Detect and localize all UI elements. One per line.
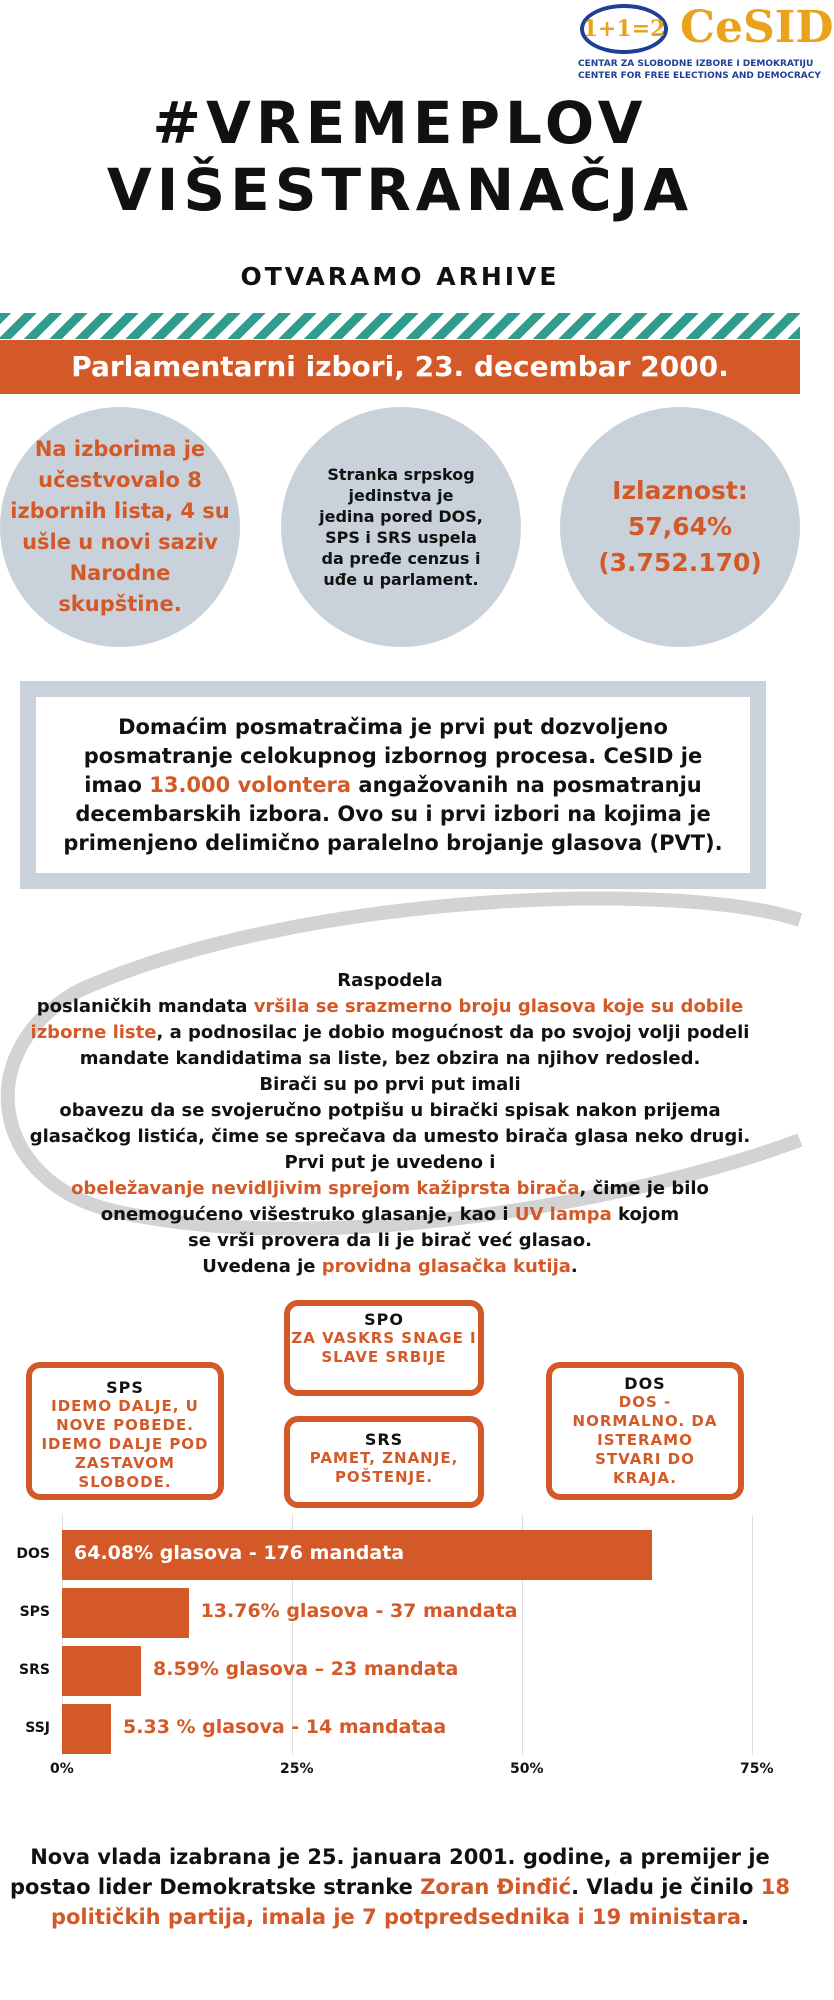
slogan-dos — [546, 1362, 744, 1500]
rules-text — [10, 968, 770, 1280]
footer-government: 18 političkih partija, imala je 7 potpredsednika i 19 ministara — [50, 1875, 790, 1929]
circle-lists — [0, 407, 240, 647]
chart-tick-label: 75% — [740, 1761, 774, 1777]
footer-text — [0, 1842, 800, 1932]
footer-text-3: . — [741, 1905, 750, 1929]
chart-category-label: SSJ — [25, 1720, 50, 1736]
rules-p1-a: poslaničkih mandata — [36, 996, 254, 1017]
page-title-line-2: VIŠESTRANAČJA — [106, 156, 694, 224]
observers-box — [20, 681, 766, 889]
page-title-line-1: #VREMEPLOV — [152, 89, 648, 157]
chart-data-label: 13.76% glasova - 37 mandata — [200, 1600, 518, 1622]
observers-text — [36, 697, 750, 873]
observers-volunteers: 13.000 volontera — [149, 772, 352, 797]
logo-subtitle-line-2: CENTER FOR FREE ELECTIONS AND DEMOCRACY — [578, 71, 821, 81]
slogan-sps — [26, 1362, 224, 1500]
slogan-srs-party: SRS — [364, 1430, 404, 1449]
rules-p3-lead: Prvi put je uvedeno i — [284, 1152, 496, 1173]
slogan-spo-party: SPO — [364, 1310, 404, 1329]
chart-category-label: SPS — [19, 1604, 50, 1620]
rules-p1-lead: Raspodela — [337, 970, 443, 991]
chart-data-label: 5.33 % glasova - 14 mandataa — [123, 1716, 447, 1738]
rules-p1 — [10, 994, 770, 1072]
turnout-count: (3.752.170) — [598, 548, 762, 577]
rules-p2: obavezu da se svojeručno potpišu u birački spisak nakon prijema glasačkog listića, čime se sprečava da umesto birača glasa neko drugi. — [29, 1100, 751, 1147]
slogan-srs — [284, 1416, 484, 1508]
chart-tick-label: 50% — [510, 1761, 544, 1777]
slogan-sps-party: SPS — [106, 1378, 144, 1397]
rules-p3-highlight-1: obeležavanje nevidljivim sprejom kažiprsta birača — [71, 1178, 580, 1199]
chart-category-label: DOS — [16, 1546, 50, 1562]
footer-premier: Zoran Đinđić — [420, 1875, 572, 1899]
rules-p1-highlight: vršila se srazmerno broju glasova koje su dobile izborne liste — [30, 996, 744, 1043]
rules-p3 — [10, 1176, 770, 1228]
chart-category-label: SRS — [19, 1662, 50, 1678]
circle-ssj-text: Stranka srpskog jedinstva je jedina pored DOS, SPS i SRS uspela da pređe cenzus i uđe u parlament. — [319, 465, 483, 589]
rules-p4-a: Uvedena je — [202, 1256, 322, 1277]
chart-bar — [62, 1646, 141, 1696]
rules-p1-b: , a podnosilac je dobio mogućnost da po svojoj volji podeli mandate kandidatima sa liste, bez obzira na njihov redosled. — [79, 1022, 750, 1069]
turnout-percent: 57,64% — [627, 512, 733, 541]
circle-turnout — [560, 407, 800, 647]
rules-p4-highlight: providna glasačka kutija — [321, 1256, 571, 1277]
slogan-sps-text: IDEMO DALJE, U NOVE POBEDE. IDEMO DALJE POD ZASTAVOM SLOBODE. — [41, 1397, 209, 1491]
logo-mark-text: 1+1=2 — [582, 16, 666, 42]
slogan-spo-text: ZA VASKRS SNAGE I SLAVE SRBIJE — [291, 1329, 477, 1366]
footer-text-1: Nova vlada izabrana je 25. januara 2001. godine, a premijer je postao lider Demokratske stranke — [10, 1845, 770, 1899]
chart-bar — [62, 1588, 189, 1638]
rules-p4 — [10, 1254, 770, 1280]
chart-tick-label: 0% — [50, 1761, 74, 1777]
observers-text-1: Domaćim posmatračima je prvi put dozvoljeno posmatranje celokupnog izbornog procesa. CeSID je imao — [83, 714, 703, 797]
circle-lists-text: Na izborima je učestvovalo 8 izbornih lista, 4 su ušle u novi saziv Narodne skupštine. — [10, 437, 230, 616]
rules-p3-end: se vrši provera da li je birač već glasao. — [187, 1230, 592, 1251]
election-banner: Parlamentarni izbori, 23. decembar 2000. — [0, 340, 800, 394]
rules-p4-b: . — [570, 1256, 578, 1277]
rules-p3-a: , čime je bilo onemogućeno višestruko glasanje, kao i — [100, 1178, 709, 1225]
logo-mark — [580, 4, 668, 54]
chart-data-label: 8.59% glasova – 23 mandata — [153, 1658, 459, 1680]
footer-text-2: . Vladu je činilo — [571, 1875, 761, 1899]
logo-name: CeSID — [680, 2, 834, 53]
observers-text-2: angažovanih na posmatranju decembarskih izbora. Ovo su i prvi izbori na kojima je primenjeno delimično paralelno brojanje glasova (PVT). — [63, 772, 723, 855]
rules-p3-b: kojom — [611, 1204, 680, 1225]
logo-subtitle — [578, 58, 821, 82]
chart-data-label: 64.08% glasova - 176 mandata — [74, 1542, 405, 1564]
chart-gridline — [752, 1515, 753, 1755]
slogan-dos-text: DOS - NORMALNO. DA ISTERAMO STVARI DO KRAJA. — [572, 1393, 718, 1487]
circle-ssj — [281, 407, 521, 647]
page-subtitle: OTVARAMO ARHIVE — [240, 262, 560, 291]
slogan-spo — [284, 1300, 484, 1396]
chart-tick-label: 25% — [280, 1761, 314, 1777]
stripe-divider — [0, 313, 800, 339]
slogan-srs-text: PAMET, ZNANJE, POŠTENJE. — [309, 1449, 459, 1486]
rules-p2-lead: Birači su po prvi put imali — [259, 1074, 521, 1095]
logo-subtitle-line-1: CENTAR ZA SLOBODNE IZBORE I DEMOKRATIJU — [578, 59, 814, 69]
chart-bar — [62, 1704, 111, 1754]
results-chart — [0, 1515, 800, 1785]
slogan-dos-party: DOS — [624, 1374, 666, 1393]
rules-p3-highlight-2: UV lampa — [514, 1204, 612, 1225]
turnout-label: Izlaznost: — [612, 476, 748, 505]
